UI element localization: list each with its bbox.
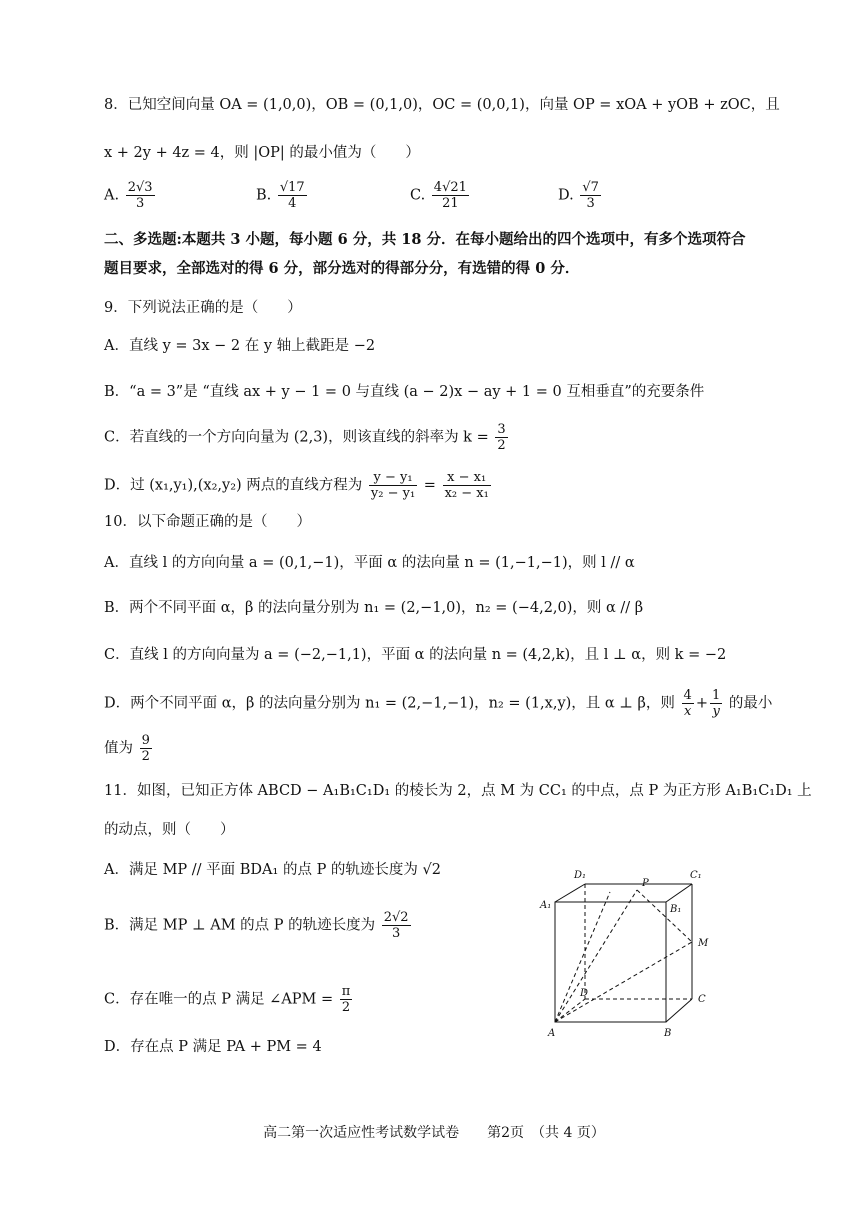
label-b: B — [664, 1028, 672, 1039]
segment-am — [555, 942, 692, 1022]
label-d: D — [580, 988, 589, 999]
page-footer: 高二第一次适应性考试数学试卷 第2页 （共 4 页） — [263, 1125, 605, 1141]
fraction-numerator: 2√2 — [383, 910, 409, 925]
fraction-numerator: 1 — [711, 688, 721, 703]
label-a1: A₁ — [540, 900, 552, 911]
label-b1: B₁ — [670, 904, 682, 915]
fraction — [140, 733, 152, 764]
fraction-numerator: 4 — [683, 688, 692, 703]
label-c1: C₁ — [690, 870, 702, 881]
cube-figure — [530, 862, 720, 1042]
q9-option-b: B．“a = 3”是 “直线 ax + y − 1 = 0 与直线 (a − 2)x − ay + 1 = 0 互相垂直”的充要条件 — [104, 384, 705, 400]
option-text: C．若直线的一个方向向量为 (2,3)，则该直线的斜率为 k = — [104, 429, 489, 446]
fraction — [682, 688, 694, 719]
label-d1: D₁ — [574, 870, 587, 881]
fraction — [126, 180, 155, 211]
q11-option-b — [104, 910, 413, 941]
q10-stem: 10．以下命题正确的是（ ） — [104, 514, 311, 530]
q9-option-c — [104, 422, 510, 453]
option-label: A. — [104, 187, 120, 204]
fraction-numerator: 2√3 — [127, 180, 153, 195]
edge-c1b1 — [666, 884, 692, 902]
label-m: M — [698, 938, 709, 949]
option-label: B. — [256, 187, 272, 204]
option-text-suffix: 的最小 — [728, 695, 773, 712]
q11-option-d: D．存在点 P 满足 PA + PM = 4 — [104, 1039, 322, 1055]
fraction-denominator: 2 — [341, 1000, 351, 1015]
segment-pm — [637, 890, 692, 942]
option-text: 值为 — [104, 740, 133, 757]
fraction-denominator: x — [684, 704, 692, 719]
fraction — [382, 910, 411, 941]
fraction-denominator: 21 — [442, 196, 459, 211]
section2-heading-line1: 二、多选题:本题共 3 小题，每小题 6 分，共 18 分．在每小题给出的四个选项中，有多个选项符合 — [104, 231, 746, 248]
section2-heading-line2: 题目要求，全部选对的得 6 分，部分选对的得部分分，有选错的得 0 分． — [104, 260, 580, 277]
q8-stem-line2: x + 2y + 4z = 4，则 |OP| 的最小值为（ ） — [104, 145, 420, 161]
fraction-denominator: 4 — [288, 196, 297, 211]
fraction — [710, 688, 722, 719]
fraction-numerator: x − x₁ — [443, 470, 491, 486]
q8-option-a — [104, 180, 157, 211]
fraction-numerator: π — [341, 984, 351, 999]
edge-bc — [666, 999, 692, 1022]
fraction-denominator: y₂ − y₁ — [370, 486, 416, 501]
option-label: C. — [410, 187, 426, 204]
equals-sign: = — [423, 477, 436, 494]
label-c: C — [698, 994, 706, 1005]
option-text: D．两个不同平面 α，β 的法向量分别为 n₁ = (2,−1,−1)，n₂ = (1,x,y)，且 α ⊥ β，则 — [104, 695, 675, 712]
label-a: A — [548, 1028, 556, 1039]
q10-option-c: C．直线 l 的方向向量为 a = (−2,−1,1)，平面 α 的法向量 n = (4,2,k)，且 l ⊥ α，则 k = −2 — [104, 647, 727, 663]
fraction-numerator: √17 — [279, 180, 305, 195]
q10-option-a: A．直线 l 的方向向量 a = (0,1,−1)，平面 α 的法向量 n = (1,−1,−1)，则 l // α — [104, 555, 635, 571]
q8-option-b — [256, 180, 309, 211]
fraction-numerator: 9 — [141, 733, 150, 748]
fraction — [443, 470, 491, 501]
option-text: B．满足 MP ⊥ AM 的点 P 的轨迹长度为 — [104, 917, 376, 934]
q9-stem: 9．下列说法正确的是（ ） — [104, 300, 302, 316]
segment-a-inner — [555, 892, 610, 1022]
option-text: D．过 (x₁,y₁),(x₂,y₂) 两点的直线方程为 — [104, 477, 363, 494]
fraction — [340, 984, 353, 1015]
fraction-numerator: 4√21 — [433, 180, 467, 195]
edge-d1a1 — [555, 884, 585, 902]
fraction — [369, 470, 417, 501]
q10-option-d — [104, 688, 772, 719]
fraction-denominator: 3 — [392, 926, 401, 941]
fraction-denominator: x₂ − x₁ — [444, 486, 489, 501]
fraction — [580, 180, 601, 211]
label-p: P — [642, 878, 649, 889]
fraction-denominator: 2 — [497, 438, 506, 453]
q10-option-b: B．两个不同平面 α，β 的法向量分别为 n₁ = (2,−1,0)，n₂ = (−4,2,0)，则 α // β — [104, 600, 644, 616]
q8-stem-line1: 8．已知空间向量 OA = (1,0,0)，OB = (0,1,0)，OC = (0,0,1)，向量 OP = xOA + yOB + zOC，且 — [104, 97, 780, 113]
q10-option-d-line2 — [104, 733, 154, 764]
fraction — [278, 180, 307, 211]
segment-ap — [555, 890, 637, 1022]
option-text: C．存在唯一的点 P 满足 ∠APM = — [104, 991, 334, 1008]
q11-stem-line2: 的动点，则（ ） — [104, 822, 235, 838]
q8-option-d — [558, 180, 603, 211]
hidden-edge-ad — [555, 999, 585, 1022]
fraction-numerator: √7 — [582, 180, 599, 195]
fraction-denominator: y — [712, 704, 720, 719]
fraction-denominator: 3 — [586, 196, 595, 211]
fraction-numerator: y − y₁ — [369, 470, 417, 486]
q9-option-d — [104, 470, 493, 501]
fraction-denominator: 2 — [141, 749, 150, 764]
q8-option-c — [410, 180, 471, 211]
fraction — [432, 180, 469, 211]
option-label: D. — [558, 187, 574, 204]
fraction-denominator: 3 — [135, 196, 145, 211]
q11-option-c — [104, 984, 354, 1015]
q11-option-a: A．满足 MP // 平面 BDA₁ 的点 P 的轨迹长度为 √2 — [104, 862, 442, 878]
fraction-numerator: 3 — [497, 422, 506, 437]
q11-stem-line1: 11．如图，已知正方体 ABCD − A₁B₁C₁D₁ 的棱长为 2，点 M 为 CC₁ 的中点，点 P 为正方形 A₁B₁C₁D₁ 上 — [104, 783, 812, 799]
q9-option-a: A．直线 y = 3x − 2 在 y 轴上截距是 −2 — [104, 338, 376, 354]
fraction — [495, 422, 507, 453]
front-face — [555, 902, 666, 1022]
plus-sign: + — [695, 695, 708, 712]
